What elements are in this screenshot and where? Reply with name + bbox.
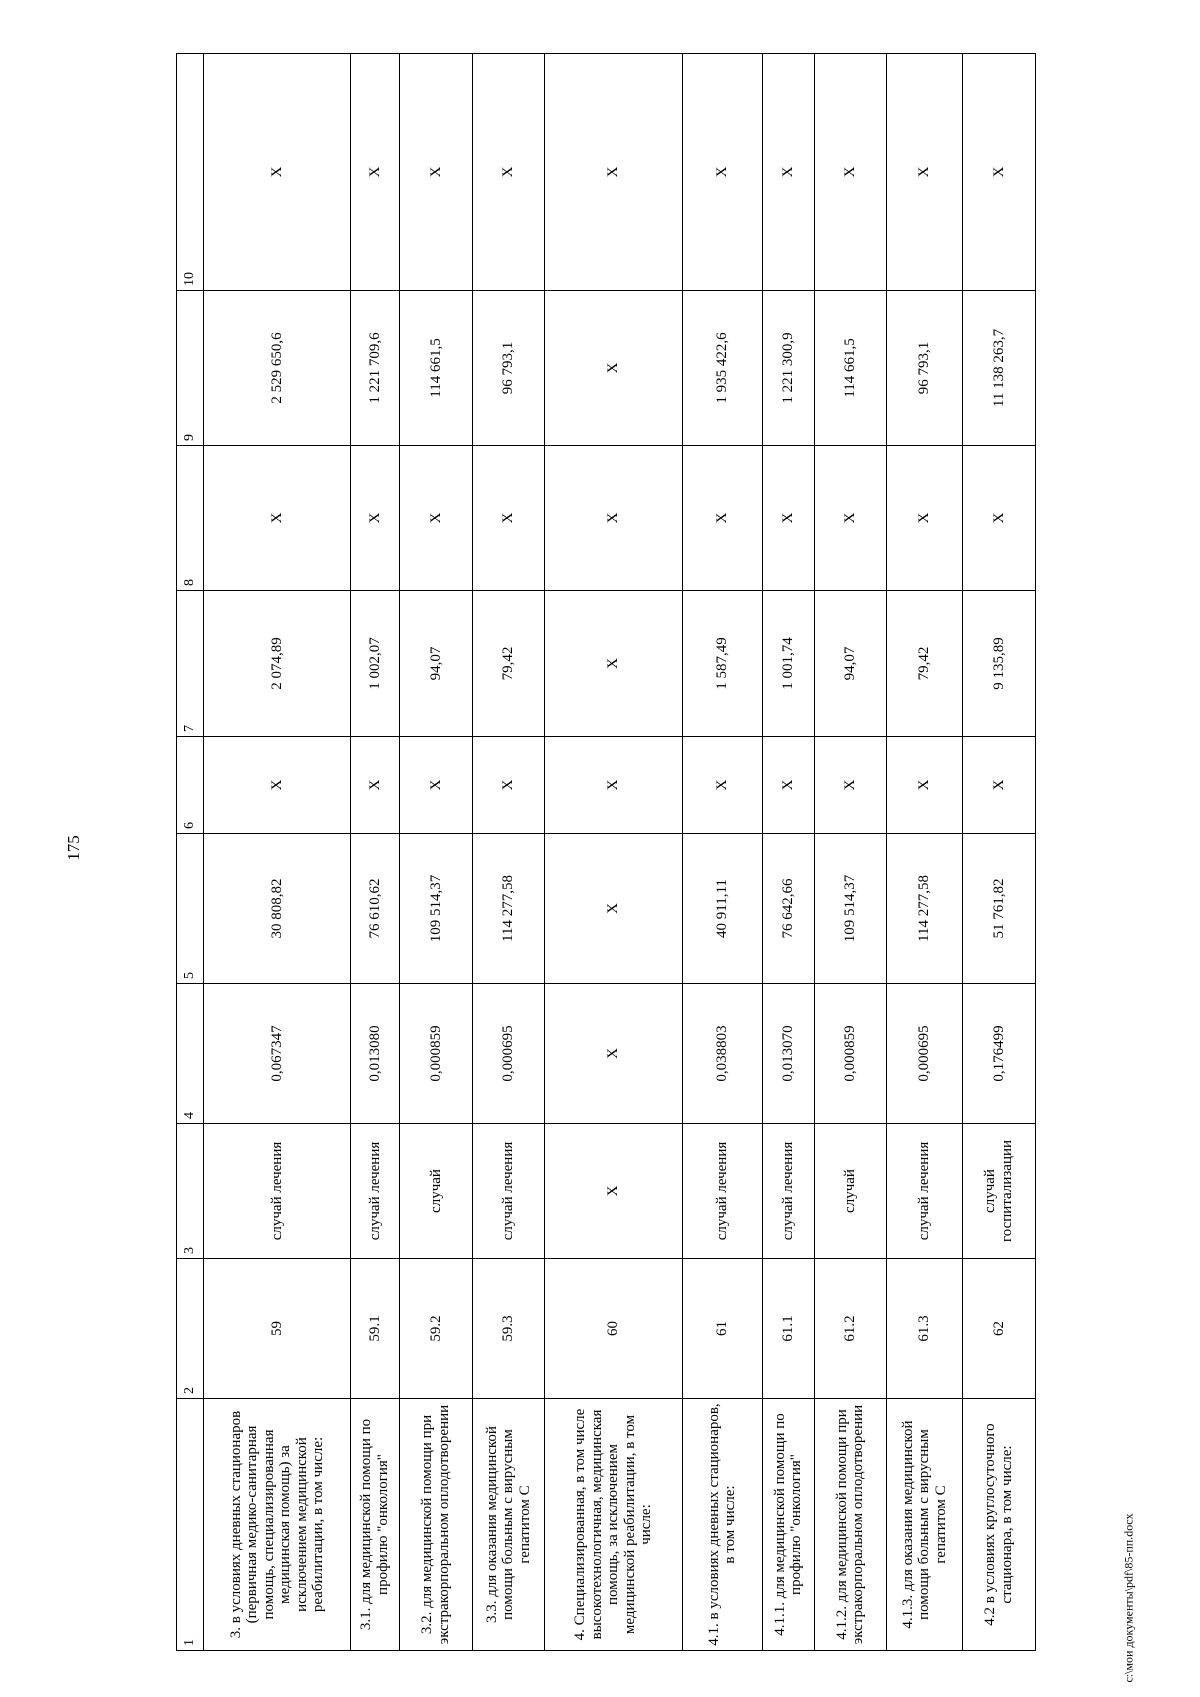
column-header: 10 [177, 54, 204, 291]
table-cell: X [204, 54, 351, 291]
table-cell: 1 587,49 [683, 591, 763, 737]
table-cell: 0,000695 [472, 984, 544, 1124]
table-cell: X [472, 446, 544, 591]
table-cell: X [544, 446, 682, 591]
page-number: 175 [64, 835, 83, 861]
row-label: 4.1.3. для оказания медицинской помощи больным с вирусным гепатитом С [886, 1399, 962, 1651]
table-cell: 109 514,37 [814, 834, 886, 984]
column-header: 8 [177, 446, 204, 591]
table-cell: 79,42 [472, 591, 544, 737]
table-cell: случай лечения [472, 1124, 544, 1259]
table-cell: X [544, 737, 682, 834]
table-cell: X [814, 737, 886, 834]
table-row [351, 54, 400, 1651]
table-cell: X [544, 984, 682, 1124]
table-cell: X [814, 54, 886, 291]
table-cell: 59.3 [472, 1259, 544, 1399]
column-header: 3 [177, 1124, 204, 1259]
table-cell: X [399, 54, 472, 291]
table-cell: X [544, 1124, 682, 1259]
table-cell: 0,067347 [204, 984, 351, 1124]
row-label: 3.3. для оказания медицинской помощи больным с вирусным гепатитом С [472, 1399, 544, 1651]
table-cell: X [351, 446, 400, 591]
header-row [177, 54, 204, 1651]
column-header: 1 [177, 1399, 204, 1651]
table-cell: 61.3 [886, 1259, 962, 1399]
table-cell: случай лечения [683, 1124, 763, 1259]
table-row [472, 54, 544, 1651]
table-cell: случай [814, 1124, 886, 1259]
table-cell: X [683, 54, 763, 291]
table-cell: 30 808,82 [204, 834, 351, 984]
table-cell: случай госпитализации [962, 1124, 1035, 1259]
column-header: 9 [177, 291, 204, 446]
table-cell: X [962, 54, 1035, 291]
column-header: 5 [177, 834, 204, 984]
table-cell: 0,000695 [886, 984, 962, 1124]
table-cell: 62 [962, 1259, 1035, 1399]
table-cell: 114 661,5 [814, 291, 886, 446]
table-cell: 0,013070 [762, 984, 814, 1124]
table-cell: 114 661,5 [399, 291, 472, 446]
row-label: 3.2. для медицинской помощи при экстракорпоральном оплодотворении [399, 1399, 472, 1651]
table-row [762, 54, 814, 1651]
table-cell: 76 642,66 [762, 834, 814, 984]
table-cell: 61.2 [814, 1259, 886, 1399]
table-row [683, 54, 763, 1651]
table-cell: X [399, 737, 472, 834]
table-cell: X [544, 591, 682, 737]
table-cell: 61.1 [762, 1259, 814, 1399]
table-cell: X [351, 54, 400, 291]
table-cell: 59.1 [351, 1259, 400, 1399]
table-cell: X [204, 446, 351, 591]
table-cell: X [544, 291, 682, 446]
table-cell: X [544, 54, 682, 291]
table-cell: случай лечения [762, 1124, 814, 1259]
table-cell: 94,07 [399, 591, 472, 737]
table-cell: 0,176499 [962, 984, 1035, 1124]
data-table [176, 53, 1036, 1651]
table-cell: X [886, 446, 962, 591]
row-label: 3. в условиях дневных стационаров (первичная медико-санитарная помощь, специализированная медицинская помощь) за исключением медицинской реабилитации, в том числе: [204, 1399, 351, 1651]
row-label: 3.1. для медицинской помощи по профилю "онкология" [351, 1399, 400, 1651]
table-cell: X [683, 446, 763, 591]
table-cell: 0,038803 [683, 984, 763, 1124]
row-label: 4.1.1. для медицинской помощи по профилю "онкология" [762, 1399, 814, 1651]
table-cell: случай лечения [351, 1124, 400, 1259]
table-cell: 96 793,1 [886, 291, 962, 446]
table-cell: 109 514,37 [399, 834, 472, 984]
table-cell: X [962, 737, 1035, 834]
table-row [204, 54, 351, 1651]
table-cell: X [351, 737, 400, 834]
column-header: 2 [177, 1259, 204, 1399]
table-cell: 0,000859 [814, 984, 886, 1124]
table-container [176, 54, 1036, 1651]
table-cell: 114 277,58 [886, 834, 962, 984]
table-cell: X [472, 737, 544, 834]
table-cell: X [683, 737, 763, 834]
table-row [962, 54, 1035, 1651]
table-cell: 2 529 650,6 [204, 291, 351, 446]
table-cell: случай лечения [886, 1124, 962, 1259]
table-row [814, 54, 886, 1651]
table-row [544, 54, 682, 1651]
footer-file-path: c:\мои документы\pdf\85-пп.docx [1121, 1513, 1136, 1683]
table-cell: 1 001,74 [762, 591, 814, 737]
table-cell: 2 074,89 [204, 591, 351, 737]
row-label: 4.1. в условиях дневных стационаров, в том числе: [683, 1399, 763, 1651]
table-cell: 40 911,11 [683, 834, 763, 984]
table-row [886, 54, 962, 1651]
table-cell: 76 610,62 [351, 834, 400, 984]
table-cell: 1 002,07 [351, 591, 400, 737]
table-cell: 1 935 422,6 [683, 291, 763, 446]
table-cell: 1 221 300,9 [762, 291, 814, 446]
table-cell: 94,07 [814, 591, 886, 737]
table-cell: X [962, 446, 1035, 591]
table-cell: 59.2 [399, 1259, 472, 1399]
table-cell: X [886, 54, 962, 291]
table-cell: X [399, 446, 472, 591]
table-cell: X [762, 446, 814, 591]
table-cell: 51 761,82 [962, 834, 1035, 984]
table-cell: X [886, 737, 962, 834]
table-cell: X [472, 54, 544, 291]
table-cell: 9 135,89 [962, 591, 1035, 737]
table-cell: X [762, 737, 814, 834]
table-cell: 0,000859 [399, 984, 472, 1124]
table-cell: 0,013080 [351, 984, 400, 1124]
row-label: 4. Специализированная, в том числе высокотехнологичная, медицинская помощь, за исключением медицинской реабилитации, в том числе: [544, 1399, 682, 1651]
table-cell: X [762, 54, 814, 291]
table-cell: случай [399, 1124, 472, 1259]
table-cell: 61 [683, 1259, 763, 1399]
table-cell: 1 221 709,6 [351, 291, 400, 446]
table-cell: 11 138 263,7 [962, 291, 1035, 446]
row-label: 4.2 в условиях круглосуточного стационара, в том числе: [962, 1399, 1035, 1651]
table-cell: 60 [544, 1259, 682, 1399]
table-cell: случай лечения [204, 1124, 351, 1259]
column-header: 7 [177, 591, 204, 737]
table-cell: 96 793,1 [472, 291, 544, 446]
table-cell: X [204, 737, 351, 834]
table-row [399, 54, 472, 1651]
table-cell: X [814, 446, 886, 591]
column-header: 6 [177, 737, 204, 834]
table-cell: 59 [204, 1259, 351, 1399]
column-header: 4 [177, 984, 204, 1124]
table-cell: 114 277,58 [472, 834, 544, 984]
row-label: 4.1.2. для медицинской помощи при экстракорпоральном оплодотворении [814, 1399, 886, 1651]
table-cell: X [544, 834, 682, 984]
table-cell: 79,42 [886, 591, 962, 737]
